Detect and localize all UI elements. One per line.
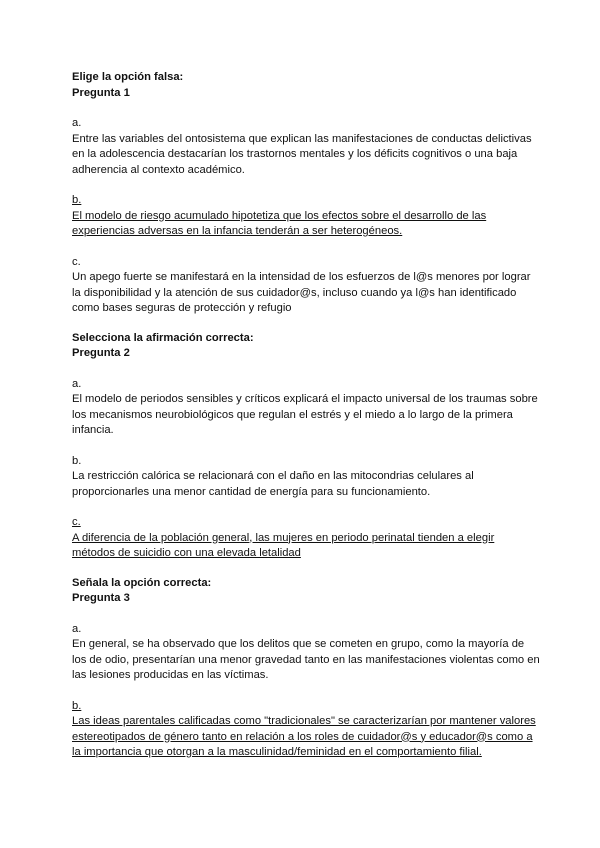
option-2b [72, 454, 540, 501]
option-2c-marked [72, 515, 540, 562]
option-letter: b. [72, 194, 82, 206]
option-letter: a. [72, 117, 82, 129]
question-number: Pregunta 2 [72, 347, 130, 359]
question-number: Pregunta 3 [72, 592, 130, 604]
option-text: Entre las variables del ontosistema que explican las manifestaciones de conductas delictivas en la adolescencia destacarían los trastornos mentales y los déficits cognitivos o una baja adherencia al contexto académico. [72, 132, 532, 176]
option-1c [72, 255, 540, 317]
question-instruction: Señala la opción correcta: [72, 576, 212, 589]
option-letter: c. [72, 516, 81, 528]
option-3a [72, 622, 540, 684]
question-number: Pregunta 1 [72, 86, 130, 99]
option-text: El modelo de riesgo acumulado hipotetiza que los efectos sobre el desarrollo de las experiencias adversas en la infancia tenderán a ser heterogéneos. [72, 209, 487, 237]
question-1 [72, 70, 540, 317]
option-letter: a. [72, 377, 82, 390]
option-text: Las ideas parentales calificadas como "tradicionales" se caracterizarían por mantener valores estereotipados de género tanto en relación a los roles de cuidador@s y educador@s como a la importancia que otorgan a la masculinidad/feminidad en el comportamiento filial. [72, 715, 536, 758]
option-1b-marked [72, 193, 540, 240]
option-text: Un apego fuerte se manifestará en la intensidad de los esfuerzos de l@s menores por lograr la disponibilidad y la atención de sus cuidador@s, incluso cuando ya l@s han identificado como bases seguras de protección y refugio [72, 271, 531, 314]
option-text: En general, se ha observado que los delitos que se cometen en grupo, como la mayoría de los de odio, presentarían una menor gravedad tanto en las manifestaciones violentas como en las lesiones producidas en las víctimas. [72, 638, 540, 681]
option-text: A diferencia de la población general, las mujeres en periodo perinatal tienden a elegir métodos de suicidio con una elevada letalidad [72, 531, 495, 559]
option-text: La restricción calórica se relacionará con el daño en las mitocondrias celulares al proporcionarles una menor cantidad de energía para su funcionamiento. [72, 470, 474, 498]
option-letter: a. [72, 622, 82, 635]
option-text: El modelo de periodos sensibles y críticos explicará el impacto universal de los traumas sobre los mecanismos neurobiológicos que regulan el estrés y el miedo a lo largo de la primera infancia. [72, 393, 538, 436]
option-1a [72, 116, 540, 178]
option-3b-marked [72, 699, 540, 761]
option-2a [72, 377, 540, 439]
question-3 [72, 576, 540, 761]
question-instruction: Elige la opción falsa: [72, 71, 184, 83]
option-letter: b. [72, 454, 82, 467]
option-letter: c. [72, 255, 81, 268]
question-2 [72, 331, 540, 562]
option-letter: b. [72, 699, 82, 712]
question-instruction: Selecciona la afirmación correcta: [72, 331, 254, 344]
